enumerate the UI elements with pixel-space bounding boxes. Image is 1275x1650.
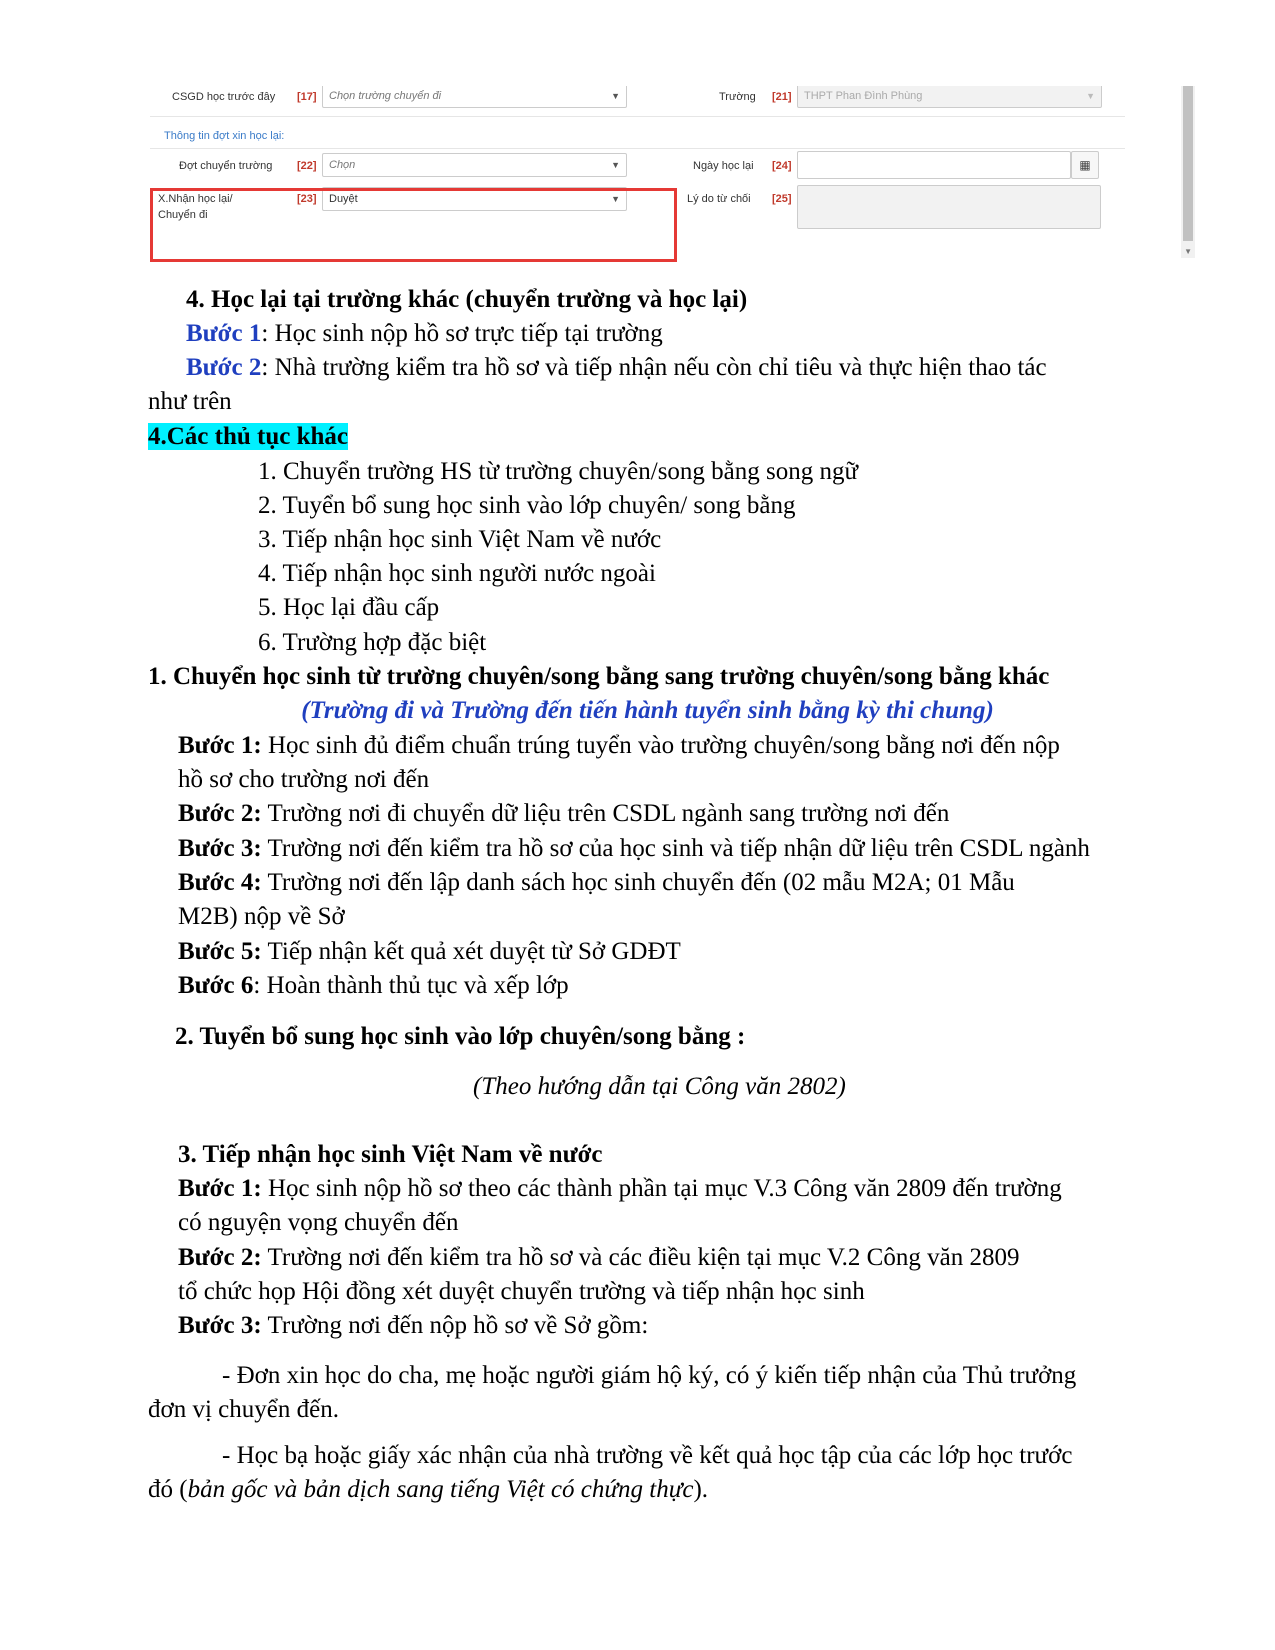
transfer-round-select[interactable] xyxy=(322,153,627,177)
step-text: có nguyện vọng chuyển đến xyxy=(178,1209,459,1236)
part-1-step xyxy=(178,900,345,934)
part-3-step xyxy=(178,1172,1062,1206)
text-fragment: đó ( xyxy=(148,1476,188,1503)
step-text: hồ sơ cho trường nơi đến xyxy=(178,766,430,793)
confirm-value: Duyệt xyxy=(329,193,358,205)
return-date-num: [24] xyxy=(772,160,792,172)
list-item: 4. Tiếp nhận học sinh người nước ngoài xyxy=(258,560,656,587)
step-label: Bước 5: xyxy=(178,938,262,965)
step-text: : Hoàn thành thủ tục và xếp lớp xyxy=(253,972,569,999)
step-text: tổ chức họp Hội đồng xét duyệt chuyển trường và tiếp nhận học sinh xyxy=(178,1278,865,1305)
dash-item-2-line2 xyxy=(148,1473,708,1507)
part-1-step xyxy=(178,969,569,1003)
list-item: 2. Tuyển bổ sung học sinh vào lớp chuyên/ song bằng xyxy=(258,492,796,519)
section-4-step-2-cont: như trên xyxy=(148,388,232,415)
step-text: Trường nơi đến kiểm tra hồ sơ và các điều kiện tại mục V.2 Công văn 2809 xyxy=(261,1244,1020,1271)
csgd-label: CSGD học trước đây xyxy=(172,91,276,103)
part-1-step xyxy=(178,832,1090,866)
transfer-round-num: [22] xyxy=(297,160,317,172)
school-from-select[interactable] xyxy=(322,86,627,108)
reject-reason-label: Lý do từ chối xyxy=(687,193,751,205)
return-date-input[interactable] xyxy=(797,151,1071,179)
confirm-label-line2: Chuyển đi xyxy=(158,209,208,221)
return-date-label: Ngày học lại xyxy=(693,160,754,172)
school-num: [21] xyxy=(772,91,792,103)
step-text: Trường nơi đi chuyển dữ liệu trên CSDL ngành sang trường nơi đến xyxy=(261,800,950,827)
step-label: Bước 2: xyxy=(178,1244,262,1271)
list-item: 3. Tiếp nhận học sinh Việt Nam về nước xyxy=(258,526,662,553)
part-1-subtitle-text: (Trường đi và Trường đến tiến hành tuyển sinh bằng kỳ thi chung) xyxy=(301,697,994,724)
step-label: Bước 1: xyxy=(178,732,262,759)
step-text: Học sinh nộp hồ sơ theo các thành phần tại mục V.3 Công văn 2809 đến trường xyxy=(261,1175,1062,1202)
divider xyxy=(150,116,1125,117)
step-label: Bước 3: xyxy=(178,835,262,862)
part-3-title: 3. Tiếp nhận học sinh Việt Nam về nước xyxy=(178,1141,603,1168)
step-text: Tiếp nhận kết quả xét duyệt từ Sở GDĐT xyxy=(261,938,681,965)
list-item: 6. Trường hợp đặc biệt xyxy=(258,629,487,656)
part-1-step xyxy=(178,763,429,797)
section-4-step-2 xyxy=(186,351,1047,385)
part-1-subtitle xyxy=(0,694,1275,728)
dash-item-1-line1: - Đơn xin học do cha, mẹ hoặc người giám hộ ký, có ý kiến tiếp nhận của Thủ trưởng xyxy=(222,1362,1077,1389)
list-item: 1. Chuyển trường HS từ trường chuyên/song bằng song ngữ xyxy=(258,458,859,485)
reject-reason-num: [25] xyxy=(772,193,792,205)
part-1-step xyxy=(178,729,1060,763)
confirm-label-line1: X.Nhận học lại/ xyxy=(158,193,233,205)
step-label: Bước 3: xyxy=(178,1312,262,1339)
divider xyxy=(150,148,1125,149)
transfer-round-label: Đợt chuyển trường xyxy=(179,160,273,172)
scroll-down-icon[interactable]: ▼ xyxy=(1184,247,1192,256)
part-3-step xyxy=(178,1206,458,1240)
step-text: : Học sinh nộp hồ sơ trực tiếp tại trường xyxy=(261,320,663,347)
reject-reason-textarea[interactable] xyxy=(797,185,1101,229)
dash-item-2-line1: - Học bạ hoặc giấy xác nhận của nhà trường về kết quả học tập của các lớp học trước xyxy=(222,1442,1073,1469)
school-value: THPT Phan Đình Phùng xyxy=(804,90,923,102)
part-3-step xyxy=(178,1309,648,1343)
part-1-step xyxy=(178,866,1015,900)
section-4-step-1 xyxy=(186,317,663,351)
text-fragment-italic: bản gốc và bản dịch sang tiếng Việt có chứng thực xyxy=(187,1476,694,1503)
calendar-icon[interactable]: ▦ xyxy=(1071,151,1099,179)
step-label: Bước 4: xyxy=(178,869,262,896)
text-fragment: ). xyxy=(693,1476,709,1503)
step-label: Bước 1 xyxy=(186,320,262,347)
highlight-box xyxy=(150,188,677,262)
part-2-subtitle: (Theo hướng dẫn tại Công văn 2802) xyxy=(473,1073,846,1100)
other-procedures-title xyxy=(148,420,348,454)
step-text: : Nhà trường kiểm tra hồ sơ và tiếp nhận nếu còn chỉ tiêu và thực hiện thao tác xyxy=(261,354,1047,381)
step-label: Bước 2 xyxy=(186,354,262,381)
school-select[interactable] xyxy=(797,86,1102,108)
school-from-placeholder: Chọn trường chuyển đi xyxy=(329,90,442,102)
part-2-title: 2. Tuyển bổ sung học sinh vào lớp chuyên/song bằng : xyxy=(175,1023,746,1050)
part-1-step xyxy=(178,797,949,831)
chevron-down-icon: ▼ xyxy=(611,91,620,101)
other-procedures-highlight: 4.Các thủ tục khác xyxy=(148,423,349,450)
confirm-num: [23] xyxy=(297,193,317,205)
part-1-step xyxy=(178,935,681,969)
step-label: Bước 2: xyxy=(178,800,262,827)
step-text: Trường nơi đến nộp hồ sơ về Sở gồm: xyxy=(261,1312,649,1339)
step-label: Bước 1: xyxy=(178,1175,262,1202)
step-text: Học sinh đủ điểm chuẩn trúng tuyển vào trường chuyên/song bằng nơi đến nộp xyxy=(261,732,1060,759)
list-item: 5. Học lại đầu cấp xyxy=(258,594,440,621)
chevron-down-icon: ▼ xyxy=(611,160,620,170)
step-text: Trường nơi đến lập danh sách học sinh chuyển đến (02 mẫu M2A; 01 Mẫu xyxy=(261,869,1015,896)
transfer-round-placeholder: Chọn xyxy=(329,159,356,171)
step-text: Trường nơi đến kiểm tra hồ sơ của học sinh và tiếp nhận dữ liệu trên CSDL ngành xyxy=(261,835,1090,862)
part-3-step xyxy=(178,1241,1019,1275)
part-3-step xyxy=(178,1275,865,1309)
chevron-down-icon: ▼ xyxy=(611,194,620,204)
part-1-title: 1. Chuyển học sinh từ trường chuyên/song bằng sang trường chuyên/song bằng khác xyxy=(148,663,1050,690)
scrollbar-thumb[interactable] xyxy=(1183,86,1193,241)
section-4-title: 4. Học lại tại trường khác (chuyển trường và học lại) xyxy=(186,286,748,313)
chevron-down-icon: ▼ xyxy=(1086,91,1095,101)
csgd-num: [17] xyxy=(297,91,317,103)
step-label: Bước 6 xyxy=(178,972,254,999)
school-label: Trường xyxy=(719,91,756,103)
section-title: Thông tin đợt xin học lại: xyxy=(164,130,285,142)
dash-item-1-line2: đơn vị chuyển đến. xyxy=(148,1396,339,1423)
step-text: M2B) nộp về Sở xyxy=(178,903,345,930)
